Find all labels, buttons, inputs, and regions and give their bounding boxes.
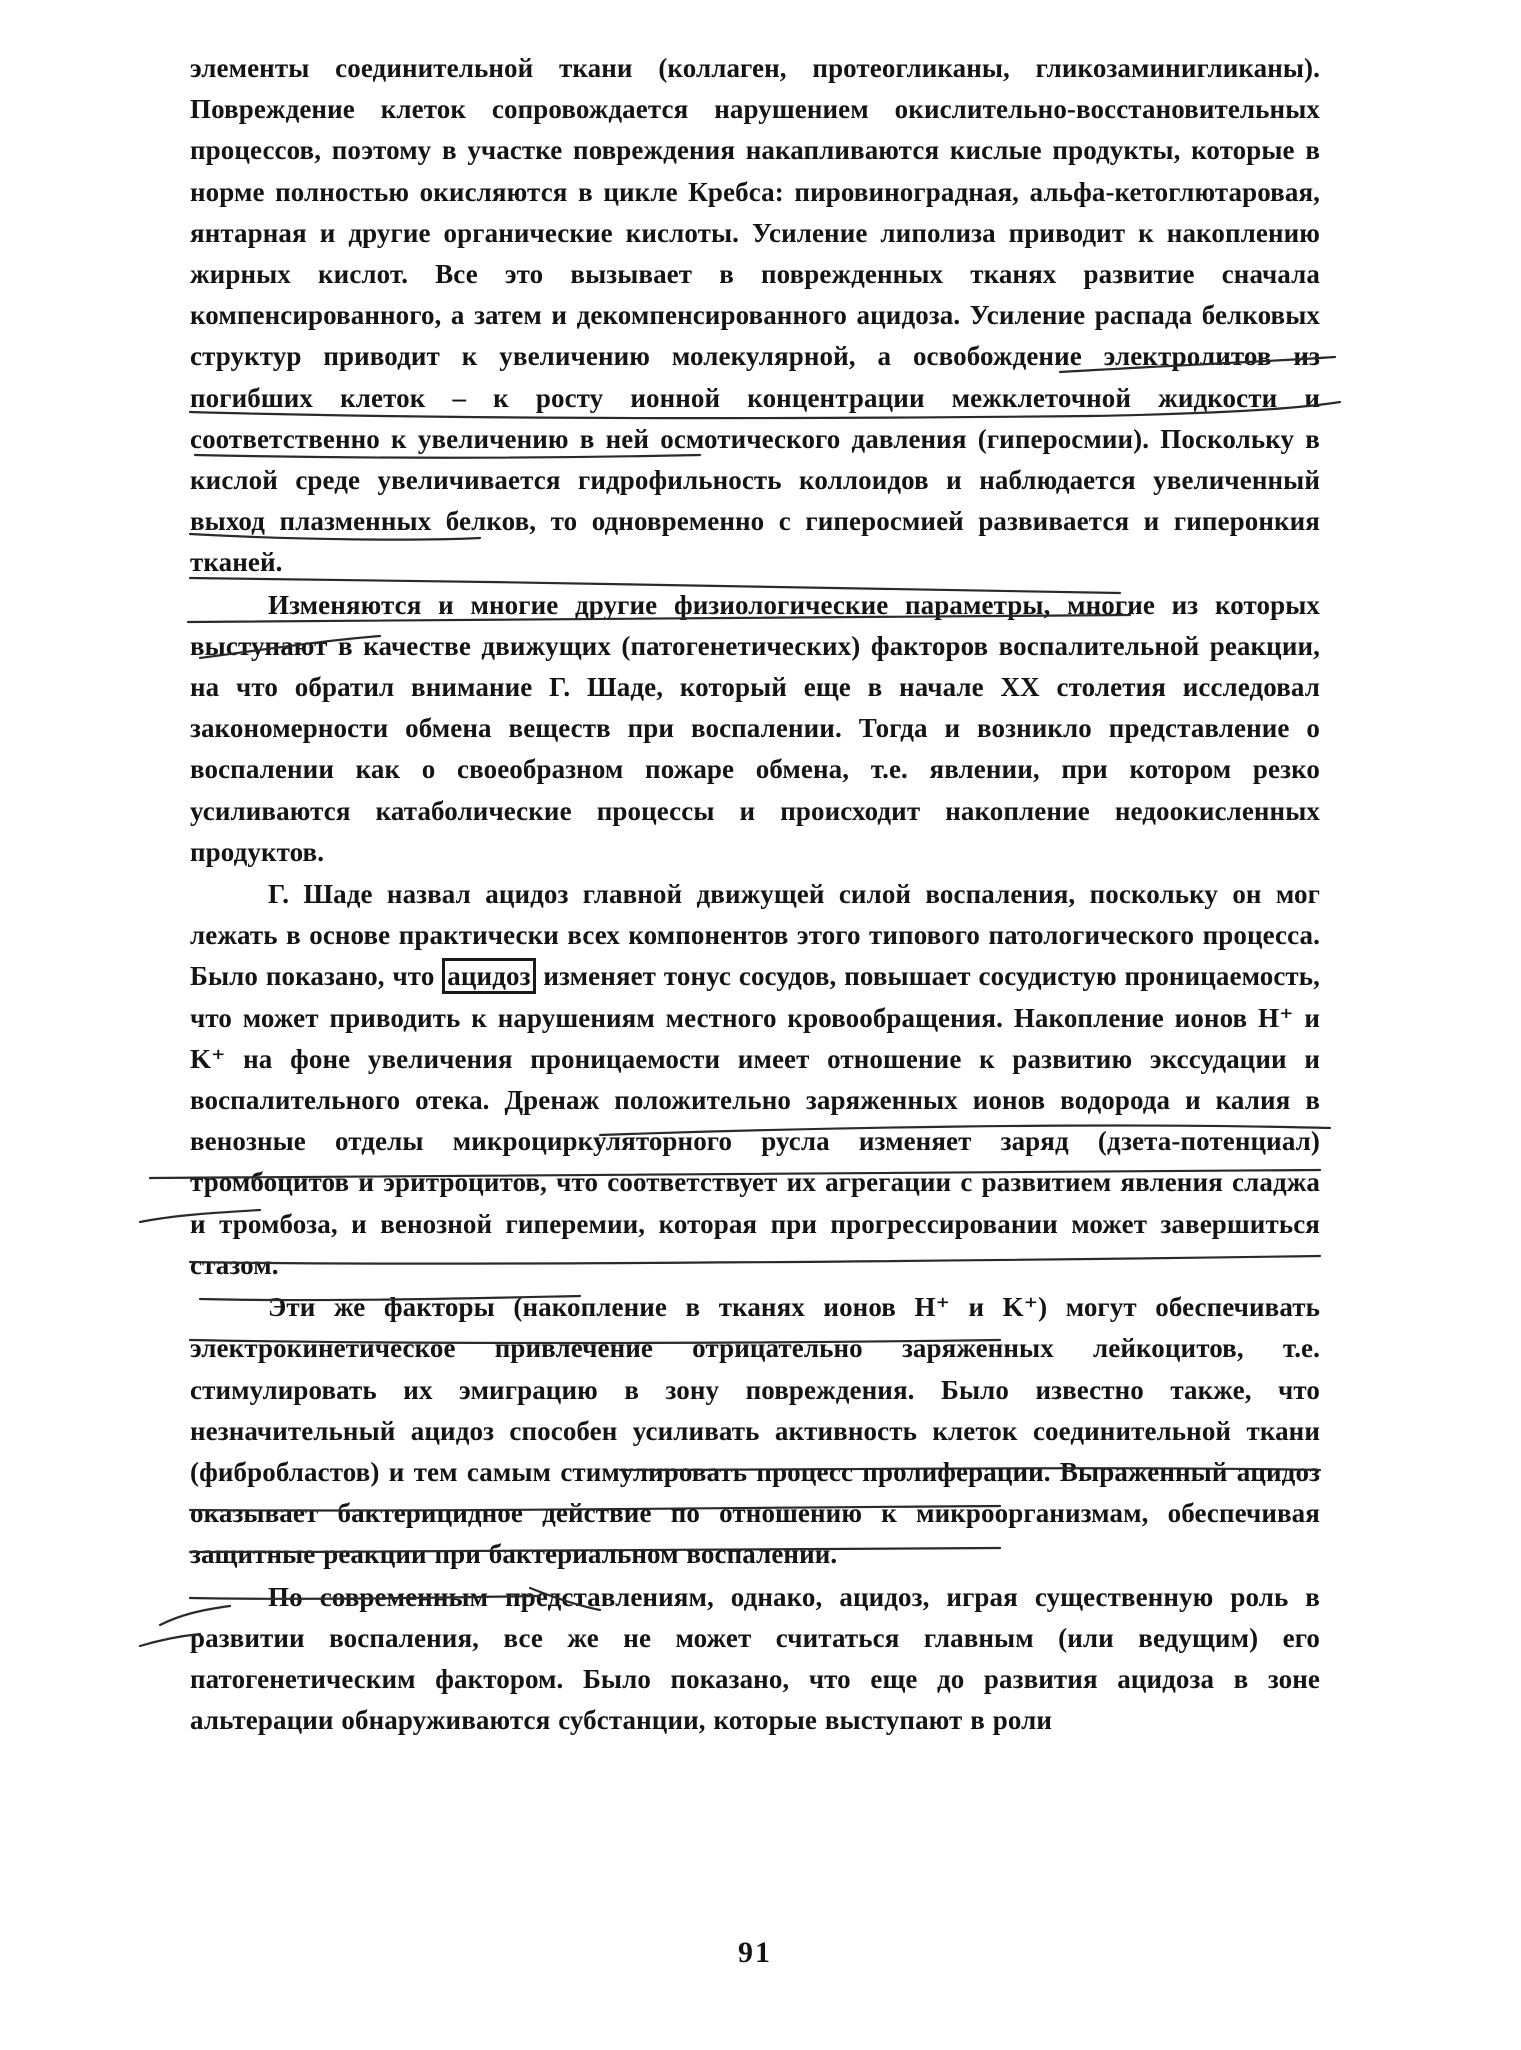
text-segment: изменяет тонус сосудов, повышает сосудистую проницаемость, что может приводить к нарушениям местного кровообращения. Накопление ионов H⁺ и K⁺ на фоне увеличения проницаемости имеет отношение к развитию экссудации и воспалительного отека. Дренаж положительно заряженных ионов водорода и калия в венозные отделы микроциркуляторного русла изменяет заряд (дзета-потенциал) тромбоцитов и эритроцитов, что соответствует их агрегации с развитием явления сладжа и тромбоза, и венозной гиперемии, которая при прогрессировании может завершиться стазом.: [190, 961, 1320, 1280]
text-segment: элементы соединительной ткани (коллаген, протеогликаны, гликозаминигликаны). Повреждение клеток сопровождается нарушением окислительно-восстановительных процессов, поэтому в участке повреждения накапливаются кислые продукты, которые в норме полностью окисляются в цикле Кребса: пировиноградная, альфа-кетоглютаровая, янтарная и другие органические кислоты. Усиление липолиза приводит к накоплению жирных кислот. Все это вызывает в поврежденных тканях развитие сначала компенсированного, а затем и декомпенсированного ацидоза. Усиление распада белковых структур приводит к увеличению молекулярной, а освобождение электролитов из погибших клеток – к росту ионной концентрации межклеточной жидкости и соответственно к увеличению в ней осмотического давления (гиперосмии). Поскольку в кислой среде увеличивается гидрофильность коллоидов и наблюдается увеличенный выход плазменных белков, то одновременно с гиперосмией развивается и гиперонкия тканей.: [190, 53, 1320, 578]
document-page: [190, 48, 1320, 2008]
text-segment: Эти же факторы (накопление в тканях ионов H⁺ и K⁺) могут обеспечивать электрокинетическое привлечение отрицательно заряженных лейкоцитов, т.е. стимулировать их эмиграцию в зону повреждения. Было известно также, что незначительный ацидоз способен усиливать активность клеток соединительной ткани (фибробластов) и тем самым стимулировать процесс пролиферации. Выраженный ацидоз оказывает бактерицидное действие по отношению к микроорганизмам, обеспечивая защитные реакции при бактериальном воспалении.: [190, 1292, 1320, 1570]
text-body: [190, 48, 1320, 1741]
text-segment: Изменяются и многие другие физиологические параметры, многие из которых выступают в качестве движущих (патогенетических) факторов воспалительной реакции, на что обратил внимание Г. Шаде, который еще в начале XX столетия исследовал закономерности обмена веществ при воспалении. Тогда и возникло представление о воспалении как о своеобразном пожаре обмена, т.е. явлении, при котором резко усиливаются катаболические процессы и происходит накопление недоокисленных продуктов.: [190, 589, 1320, 867]
text-segment: По современным представлениям, однако, ацидоз, играя существенную роль в развитии воспаления, все же не может считаться главным (или ведущим) его патогенетическим фактором. Было показано, что еще до развития ацидоза в зоне альтерации обнаруживаются субстанции, которые выступают в роли: [190, 1581, 1320, 1736]
page-number: 91: [738, 1936, 772, 1969]
paragraph: [190, 1577, 1320, 1742]
paragraph: [190, 585, 1320, 873]
paragraph: [190, 48, 1320, 584]
paragraph: [190, 1287, 1320, 1575]
paragraph: [190, 874, 1320, 1286]
text-segment: Г. Шаде назвал ацидоз главной движущей силой воспаления, поскольку он мог лежать в основе практически всех компонентов этого типового патологического процесса. Было показано, что: [190, 879, 1320, 992]
boxed-word: ацидоз: [442, 958, 535, 994]
